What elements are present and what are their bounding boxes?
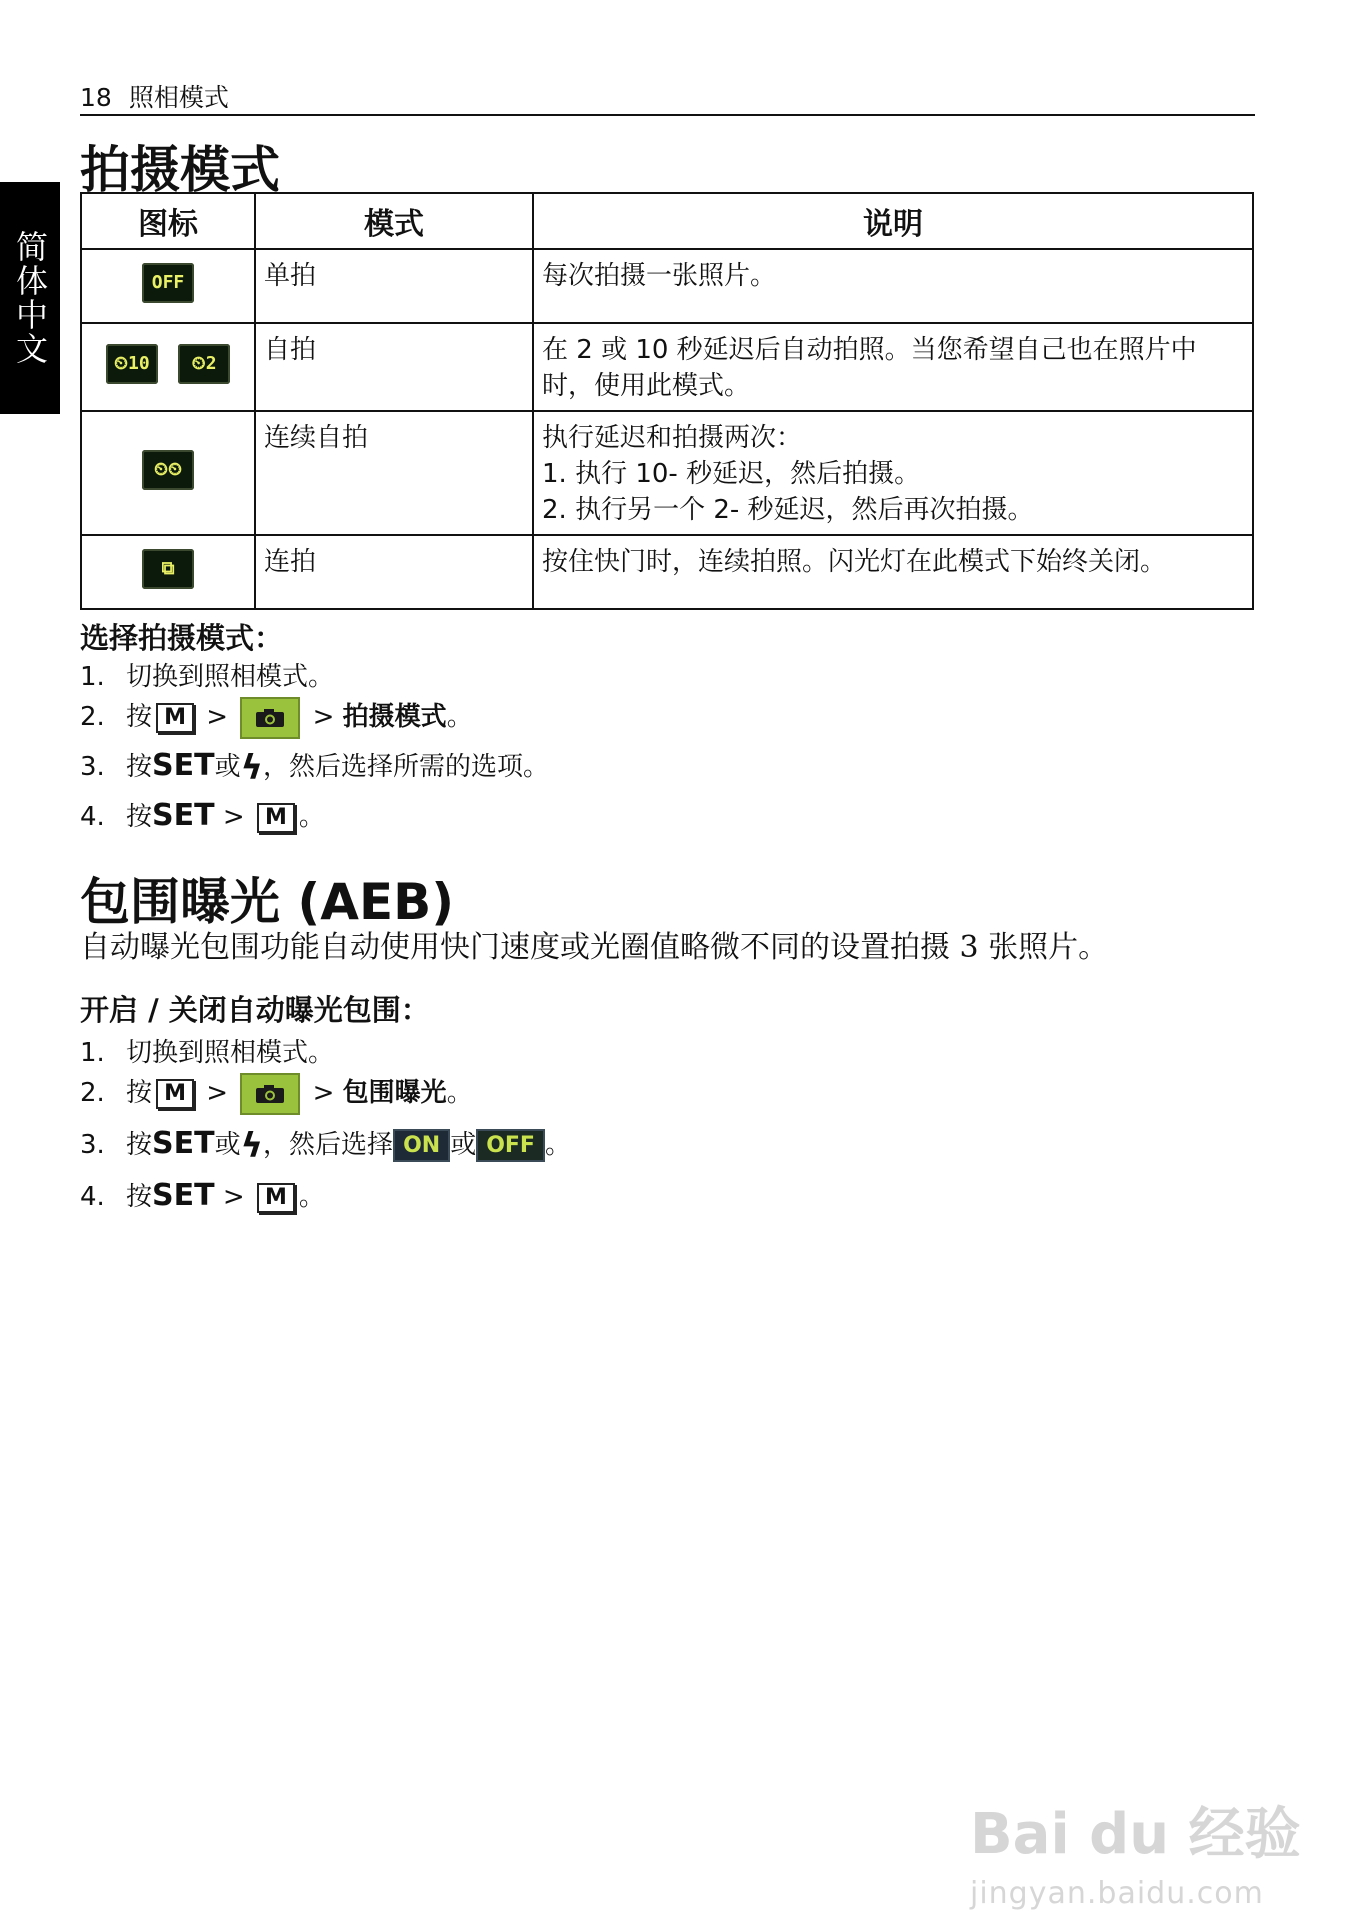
table-row [81,411,1253,535]
menu-m-key-icon: M [156,1079,194,1109]
self-timer-10s-icon: ⏲10 [106,344,158,384]
watermark-logo: Bai du 经验 [970,1802,1301,1867]
shooting-mode-table [80,192,1254,610]
camera-tab-icon [240,697,300,739]
page-number: 18 [80,83,112,112]
aeb-step-3: 3. 按SET或ϟ，然后选择 ON 或 OFF 。 [80,1125,571,1166]
table-header-icon: 图标 [81,193,255,249]
flash-icon: ϟ [240,1125,264,1166]
mode-cell: 连续自拍 [255,411,533,535]
table-row [81,249,1253,323]
aeb-toggle-heading: 开启 / 关闭自动曝光包围： [80,993,430,1027]
set-key: SET [152,1126,215,1161]
aeb-step-4: 4. 按SET > M 。 [80,1178,325,1213]
set-key: SET [152,798,215,833]
baidu-watermark [970,1790,1301,1911]
set-key: SET [152,748,215,783]
description-cell: 在 2 或 10 秒延迟后自动拍照。当您希望自己也在照片中 时，使用此模式。 [533,323,1253,411]
menu-m-key-icon: M [156,703,194,733]
aeb-step-2: 2. 按 M > > 包围曝光。 [80,1072,473,1115]
step-3: 3. 按SET或ϟ，然后选择所需的选项。 [80,747,550,788]
table-header-mode: 模式 [255,193,533,249]
icon-cell [81,535,255,609]
single-shot-off-icon: OFF [142,263,194,303]
mode-cell: 单拍 [255,249,533,323]
step-4: 4. 按SET > M 。 [80,798,325,833]
menu-m-key-icon: M [257,803,295,833]
off-option-icon: OFF [476,1129,545,1162]
self-timer-2s-icon: ⏲2 [178,344,230,384]
menu-m-key-icon: M [257,1183,295,1213]
burst-shot-icon: ⧉ [142,549,194,589]
camera-tab-icon [240,1073,300,1115]
section-title-shooting-mode: 拍摄模式 [80,141,280,199]
table-header-row [81,193,1253,249]
language-side-tab [0,182,60,414]
icon-cell [81,323,255,411]
description-cell: 每次拍摄一张照片。 [533,249,1253,323]
watermark-url: jingyan.baidu.com [970,1876,1264,1911]
step-1: 1. 切换到照相模式。 [80,662,335,692]
icon-cell [81,249,255,323]
description-cell: 执行延迟和拍摄两次： 1. 执行 10- 秒延迟，然后拍摄。 2. 执行另一个 2- 秒延迟，然后再次拍摄。 [533,411,1253,535]
step-2: 2. 按 M > > 拍摄模式。 [80,696,473,739]
page-header [80,78,1255,116]
set-key: SET [152,1178,215,1213]
mode-cell: 自拍 [255,323,533,411]
language-label: 简体中文 [11,230,49,366]
aeb-description: 自动曝光包围功能自动使用快门速度或光圈值略微不同的设置拍摄 3 张照片。 [80,930,1109,965]
select-mode-heading: 选择拍摄模式： [80,621,284,655]
table-row [81,535,1253,609]
aeb-step-1: 1. 切换到照相模式。 [80,1038,335,1068]
table-header-description: 说明 [533,193,1253,249]
section-title-aeb: 包围曝光 (AEB) [80,873,455,931]
continuous-self-timer-icon: ⏲⏲ [142,450,194,490]
on-option-icon: ON [393,1129,450,1162]
header-section-title: 照相模式 [128,83,229,112]
table-row [81,323,1253,411]
icon-cell [81,411,255,535]
flash-icon: ϟ [240,747,264,788]
description-cell: 按住快门时，连续拍照。闪光灯在此模式下始终关闭。 [533,535,1253,609]
mode-cell: 连拍 [255,535,533,609]
